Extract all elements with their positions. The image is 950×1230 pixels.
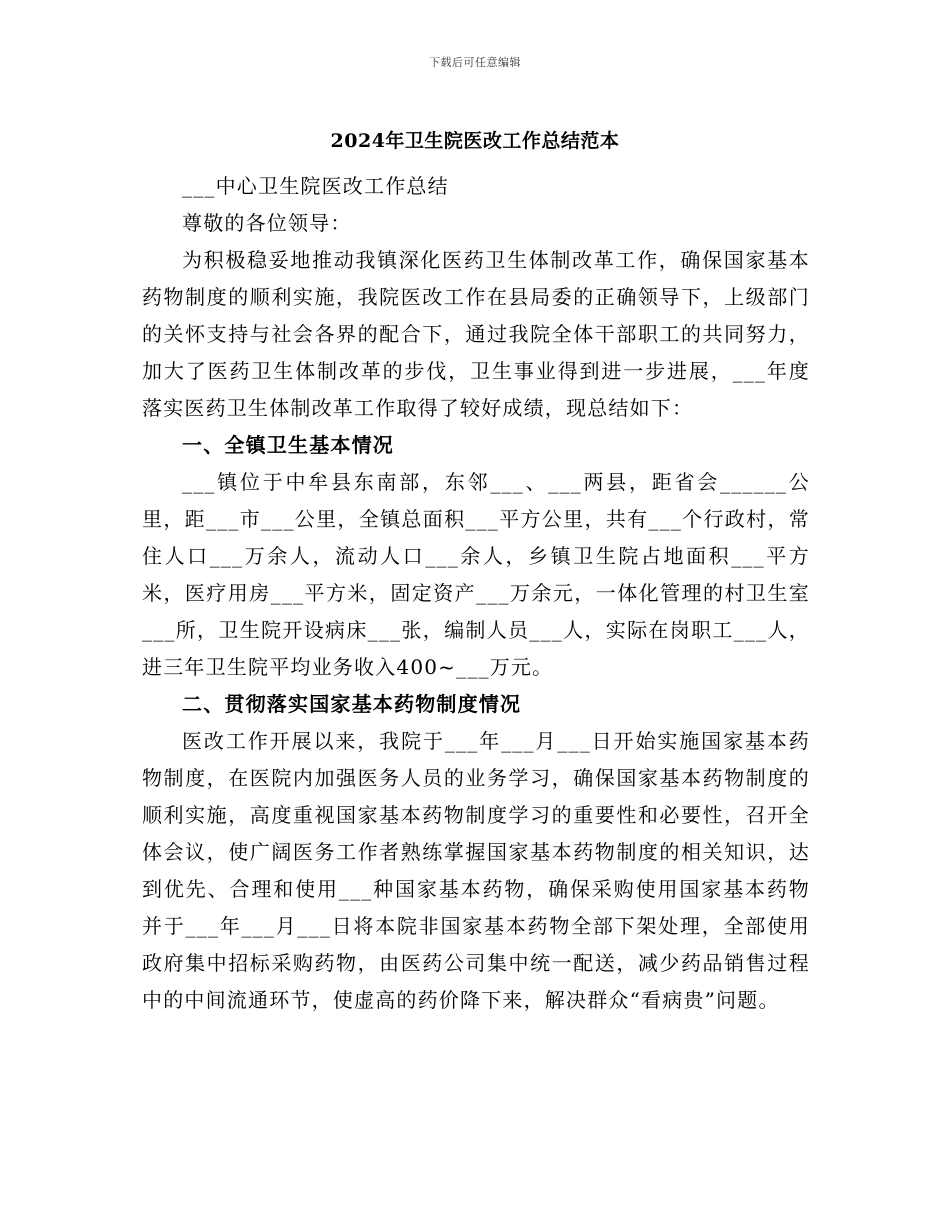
salutation: 尊敬的各位领导： bbox=[182, 211, 352, 235]
intro-paragraph: 为积极稳妥地推动我镇深化医药卫生体制改革工作，确保国家基本药物制度的顺利实施，我院医改工作在县局委的正确领导下，上级部门的关怀支持与社会各界的配合下，通过我院全体干部职工的共同努力，加大了医药卫生体制改革的步伐，卫生事业得到进一步进展，___年度落实医药卫生体制改革工作取得了较好成绩，现总结如下： bbox=[142, 248, 810, 420]
section-1-paragraph: ___镇位于中牟县东南部，东邻___、___两县，距省会______公里，距___市___公里，全镇总面积___平方公里，共有___个行政村，常住人口___万余人，流动人口___余人，乡镇卫生院占地面积___平方米，医疗用房___平方米，固定资产___万余元，一体化管理的村卫生室___所，卫生院开设病床___张，编制人员___人，实际在岗职工___人，进三年卫生院平均业务收入400~___万元。 bbox=[142, 470, 810, 679]
header-note: 下载后可任意编辑 bbox=[429, 56, 521, 69]
section-heading-1: 一、全镇卫生基本情况 bbox=[182, 433, 394, 457]
document-body bbox=[142, 168, 810, 1019]
section-2-paragraph: 医改工作开展以来，我院于___年___月___日开始实施国家基本药物制度，在医院内加强医务人员的业务学习，确保国家基本药物制度的顺利实施，高度重视国家基本药物制度学习的重要性和必要性，召开全体会议，使广阔医务工作者熟练掌握国家基本药物制度的相关知识，达到优先、合理和使用___种国家基本药物，确保采购使用国家基本药物并于___年___月___日将本院非国家基本药物全部下架处理，全部使用政府集中招标采购药物，由医药公司集中统一配送，减少药品销售过程中的中间流通环节，使虚高的药价降下来，解决群众“看病贵”问题。 bbox=[142, 729, 810, 1012]
document-title: 2024年卫生院医改工作总结范本 bbox=[330, 130, 620, 152]
subtitle-line: ___中心卫生院医改工作总结 bbox=[182, 174, 449, 198]
section-heading-2: 二、贯彻落实国家基本药物制度情况 bbox=[182, 692, 522, 716]
